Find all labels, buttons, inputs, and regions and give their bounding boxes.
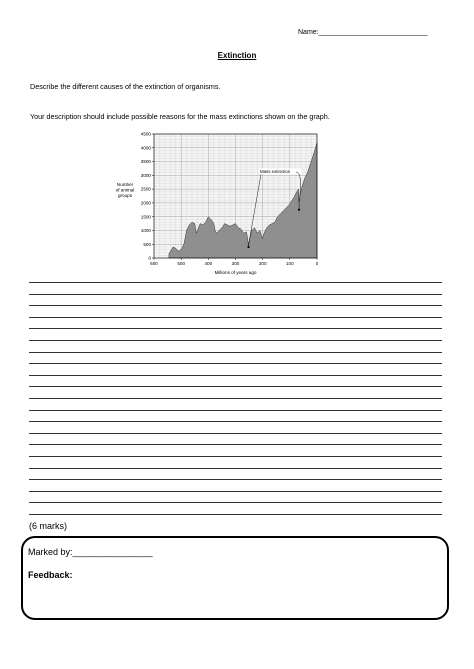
answer-line[interactable] (29, 305, 442, 306)
x-axis-label: Millions of years ago (214, 270, 257, 275)
y-axis-label-line: of animal (115, 187, 135, 193)
x-tick-label: 100 (285, 261, 294, 266)
y-tick-label: 3500 (140, 159, 151, 165)
answer-line[interactable] (29, 468, 442, 469)
y-tick-label: 0 (148, 255, 151, 261)
x-tick-label: 600 (150, 261, 158, 266)
extinction-point (247, 246, 249, 248)
answer-line[interactable] (29, 294, 442, 295)
page-title: Extinction (217, 51, 257, 60)
answer-line[interactable] (29, 433, 442, 434)
answer-line[interactable] (29, 386, 442, 387)
x-tick-label: 400 (204, 261, 213, 266)
y-tick-label: 2500 (140, 186, 151, 192)
marks-label: (6 marks) (29, 521, 67, 531)
answer-line[interactable] (29, 491, 442, 492)
answer-line[interactable] (29, 352, 442, 353)
answer-line[interactable] (29, 456, 442, 457)
y-tick-label: 2000 (140, 200, 151, 206)
y-axis-label (116, 182, 135, 198)
x-tick-label: 300 (231, 261, 240, 266)
y-tick-label: 1000 (140, 228, 151, 234)
y-tick-label: 500 (143, 241, 151, 247)
answer-line[interactable] (29, 340, 442, 341)
answer-line[interactable] (29, 317, 442, 318)
answer-line[interactable] (29, 328, 442, 329)
name-blank: ____________________________ (318, 29, 428, 36)
y-tick-label: 4500 (140, 131, 151, 137)
x-tick-label: 500 (177, 261, 186, 266)
answer-line[interactable] (29, 410, 442, 411)
y-tick-label: 1500 (140, 214, 151, 220)
question-2: Your description should include possible reasons for the mass extinctions shown on the graph. (30, 112, 330, 121)
name-field[interactable] (298, 29, 428, 36)
annotation-label: Mass extinction (259, 169, 291, 174)
answer-line[interactable] (29, 375, 442, 376)
answer-line[interactable] (29, 444, 442, 445)
answer-line[interactable] (29, 421, 442, 422)
y-axis-label-line: groups (117, 193, 133, 198)
extinction-chart (114, 128, 324, 276)
answer-line[interactable] (29, 398, 442, 399)
answer-line[interactable] (29, 479, 442, 480)
extinction-point (298, 209, 300, 211)
answer-line[interactable] (29, 502, 442, 503)
answer-line[interactable] (29, 514, 442, 515)
x-tick-label: 0 (315, 261, 319, 266)
marked-by-field[interactable]: Marked by:________________ (28, 547, 153, 557)
answer-lines[interactable] (29, 282, 442, 525)
x-tick-label: 200 (258, 261, 267, 266)
name-label: Name: (298, 29, 319, 36)
y-axis-label-line: Number (116, 182, 134, 187)
y-tick-label: 3000 (140, 172, 151, 178)
answer-line[interactable] (29, 363, 442, 364)
question-1: Describe the different causes of the extinction of organisms. (30, 82, 221, 91)
y-tick-label: 4000 (140, 145, 151, 151)
feedback-label: Feedback: (28, 570, 73, 580)
answer-line[interactable] (29, 282, 442, 283)
